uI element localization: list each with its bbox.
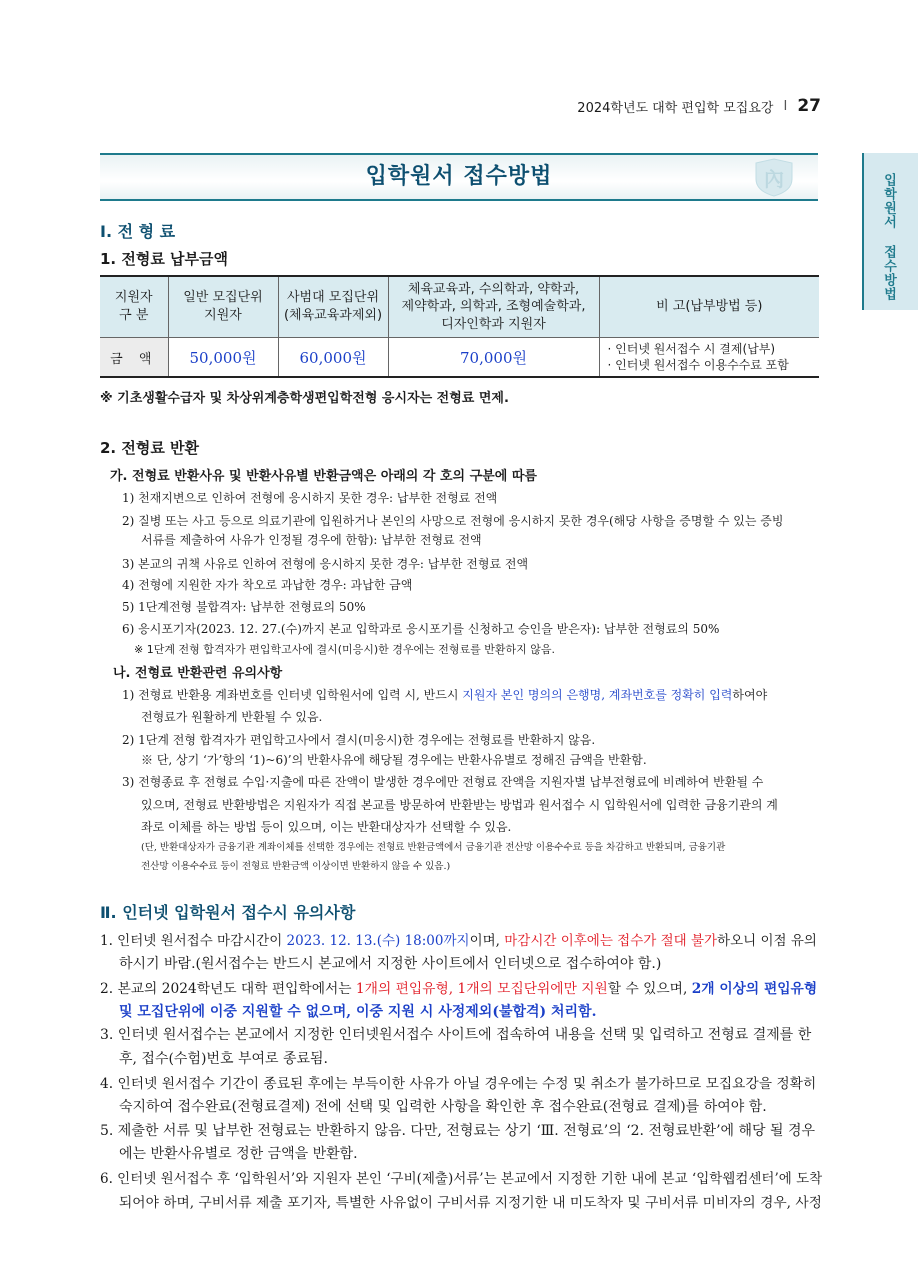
amount-special: 70,000원	[388, 338, 599, 378]
header-applicant-type-text: 지원자 구 분	[114, 290, 153, 323]
na-item-1-highlight: 지원자 본인 명의의 은행명, 계좌번호를 정확히 입력	[462, 688, 733, 702]
notice-1-text: 하오니 이점 유의	[717, 933, 817, 949]
amount-label: 금 액	[100, 338, 168, 378]
subsection-1-title: 1. 전형료 납부금액	[100, 250, 229, 268]
notice-4: 4. 인터넷 원서접수 기간이 종료된 후에는 부득이한 사유가 아닐 경우에는 수정 및 취소가 불가하므로 모집요강을 정확히	[100, 1076, 817, 1092]
na-item-3-note: 전산망 이용수수료 등이 전형료 반환금액 이상이면 반환하지 않을 수 있음.)	[141, 861, 451, 872]
na-title: 나. 전형료 반환관련 유의사항	[113, 666, 283, 681]
na-item-1-text: 1) 전형료 반환용 계좌번호를 인터넷 입학원서에 입력 시, 반드시	[122, 688, 463, 702]
notice-6: 6. 인터넷 원서접수 후 ‘입학원서’와 지원자 본인 ‘구비(제출)서류’는 본교에서 지정한 기한 내에 본교 ‘입학웹컴센터’에 도착	[100, 1171, 823, 1187]
fee-table-row	[100, 338, 819, 378]
title-bar	[100, 153, 818, 201]
section-2-title: Ⅱ. 인터넷 입학원서 접수시 유의사항	[100, 903, 356, 922]
remark-line: · 인터넷 원서접수 이용수수료 포함	[607, 358, 789, 372]
na-item-3-cont: 있으며, 전형료 반환방법은 지원자가 직접 본교를 방문하여 반환받는 방법과 원서접수 시 입학원서에 입력한 금융기관의 계	[141, 798, 778, 812]
remarks-cell	[599, 338, 819, 378]
remark-line: · 인터넷 원서접수 시 결제(납부)	[607, 341, 776, 356]
header-separator: I	[783, 98, 788, 114]
ga-item: 1) 천재지변으로 인하여 전형에 응시하지 못한 경우: 납부한 전형료 전액	[122, 491, 498, 505]
notice-1-deadline: 2023. 12. 13.(수) 18:00까지	[286, 933, 470, 949]
section-1-title: Ⅰ. 전 형 료	[100, 222, 176, 241]
header-applicant-type	[100, 276, 168, 338]
header-remarks-text: 비 고(납부방법 등)	[656, 299, 763, 315]
header-general	[168, 276, 278, 338]
notice-3-cont: 후, 접수(수험)번호 부여로 종료됨.	[119, 1051, 328, 1067]
na-item-1-cont: 전형료가 원활하게 반환될 수 있음.	[141, 710, 323, 724]
notice-5-cont: 에는 반환사유별로 정한 금액을 반환함.	[119, 1146, 358, 1162]
header-remarks	[599, 276, 819, 338]
notice-1-text: 이며,	[469, 933, 505, 949]
notice-1-text: 1. 인터넷 원서접수 마감시간이	[100, 933, 287, 949]
notice-2-text: 할 수 있으며,	[607, 981, 692, 997]
ga-item: 4) 전형에 지원한 자가 착오로 과납한 경우: 과납한 금액	[122, 578, 413, 592]
header-special	[388, 276, 599, 338]
subsection-2-title: 2. 전형료 반환	[100, 439, 200, 457]
university-emblem-icon	[748, 157, 800, 197]
notice-2-cont: 및 모집단위에 이중 지원할 수 없으며, 이중 지원 시 사정제외(불합격) 처리함.	[119, 1004, 597, 1020]
na-item-2-note: ※ 단, 상기 ‘가’항의 ‘1)~6)’의 반환사유에 해당될 경우에는 반환사유별로 정해진 금액을 반환함.	[141, 753, 647, 767]
na-item-3-note: (단, 반환대상자가 금융기관 계좌이체를 선택한 경우에는 전형료 반환금액에서 금융기관 전산망 이용수수료 등을 차감하고 반환되며, 금융기관	[141, 842, 726, 853]
header-general-text: 일반 모집단위 지원자	[183, 290, 263, 323]
notice-2-text: 2. 본교의 2024학년도 대학 편입학에서는	[100, 981, 356, 997]
fee-table-header-row	[100, 276, 819, 338]
ga-item: 5) 1단계전형 불합격자: 납부한 전형료의 50%	[122, 600, 366, 614]
page-title: 입학원서 접수방법	[365, 164, 553, 189]
ga-item: 2) 질병 또는 사고 등으로 의료기관에 입원하거나 본인의 사망으로 전형에 응시하지 못한 경우(해당 사항을 증명할 수 있는 증빙	[122, 514, 784, 528]
ga-note: ※ 1단계 전형 합격자가 편입학고사에 결시(미응시)한 경우에는 전형료를 반환하지 않음.	[134, 643, 556, 656]
side-tab-label: 입학원서 접수방법	[881, 173, 896, 301]
header-text: 2024학년도 대학 편입학 모집요강	[577, 100, 774, 116]
page-header	[577, 96, 821, 116]
header-education	[278, 276, 388, 338]
na-item-3-cont: 좌로 이체를 하는 방법 등이 있으며, 이는 반환대상자가 선택할 수 있음.	[141, 820, 512, 834]
notice-6-cont: 되어야 하며, 구비서류 제출 포기자, 특별한 사유없이 구비서류 지정기한 내 미도착자 및 구비서류 미비자의 경우, 사정	[119, 1195, 822, 1211]
fee-table	[100, 275, 819, 378]
page-number: 27	[797, 96, 821, 116]
notice-1-warning: 마감시간 이후에는 접수가 절대 불가	[504, 933, 718, 949]
side-tab	[862, 153, 918, 310]
ga-item: 서류를 제출하여 사유가 인정될 경우에 한함): 납부한 전형료 전액	[141, 533, 482, 547]
notice-2-warning: 1개의 편입유형, 1개의 모집단위에만 지원	[355, 981, 608, 997]
amount-general: 50,000원	[168, 338, 278, 378]
notice-3: 3. 인터넷 원서접수는 본교에서 지정한 인터넷원서접수 사이트에 접속하여 내용을 선택 및 입력하고 전형료 결제를 한	[100, 1027, 812, 1043]
header-education-text: 사범대 모집단위 (체육교육과제외)	[283, 290, 383, 323]
amount-education: 60,000원	[278, 338, 388, 378]
notice-5: 5. 제출한 서류 및 납부한 전형료는 반환하지 않음. 다만, 전형료는 상기 ‘Ⅲ. 전형료’의 ‘2. 전형료반환’에 해당 될 경우	[100, 1123, 816, 1139]
ga-item: 6) 응시포기자(2023. 12. 27.(수)까지 본교 입학과로 응시포기를 신청하고 승인을 받은자): 납부한 전형료의 50%	[122, 622, 720, 636]
ga-title: 가. 전형료 반환사유 및 반환사유별 반환금액은 아래의 각 호의 구분에 따름	[110, 469, 537, 484]
na-item-2: 2) 1단계 전형 합격자가 편입학고사에서 결시(미응시)한 경우에는 전형료를 반환하지 않음.	[122, 733, 596, 747]
notice-4-cont: 숙지하여 접수완료(전형료결제) 전에 선택 및 입력한 사항을 확인한 후 접수완료(전형료 결제)를 하여야 함.	[119, 1099, 767, 1115]
notice-2	[100, 977, 817, 997]
na-item-3: 3) 전형종료 후 전형료 수입·지출에 따른 잔액이 발생한 경우에만 전형료 잔액을 지원자별 납부전형료에 비례하여 반환될 수	[122, 775, 764, 789]
notice-2-highlight: 2개 이상의 편입유형	[691, 981, 818, 997]
notice-1	[100, 929, 817, 949]
notice-1-cont: 하시기 바람.(원서접수는 반드시 본교에서 지정한 사이트에서 인터넷으로 접수하여야 함.)	[119, 956, 662, 972]
na-item-1-text-end: 하여야	[732, 688, 768, 702]
header-special-text: 체육교육과, 수의학과, 약학과, 제약학과, 의학과, 조형예술학과, 디자인학과 지원자	[401, 281, 586, 332]
svg-text:內: 內	[764, 167, 784, 191]
ga-item: 3) 본교의 귀책 사유로 인하여 전형에 응시하지 못한 경우: 납부한 전형료 전액	[122, 557, 529, 571]
exemption-note: ※ 기초생활수급자 및 차상위계층학생편입학전형 응시자는 전형료 면제.	[100, 391, 509, 406]
na-item-1	[122, 686, 767, 703]
